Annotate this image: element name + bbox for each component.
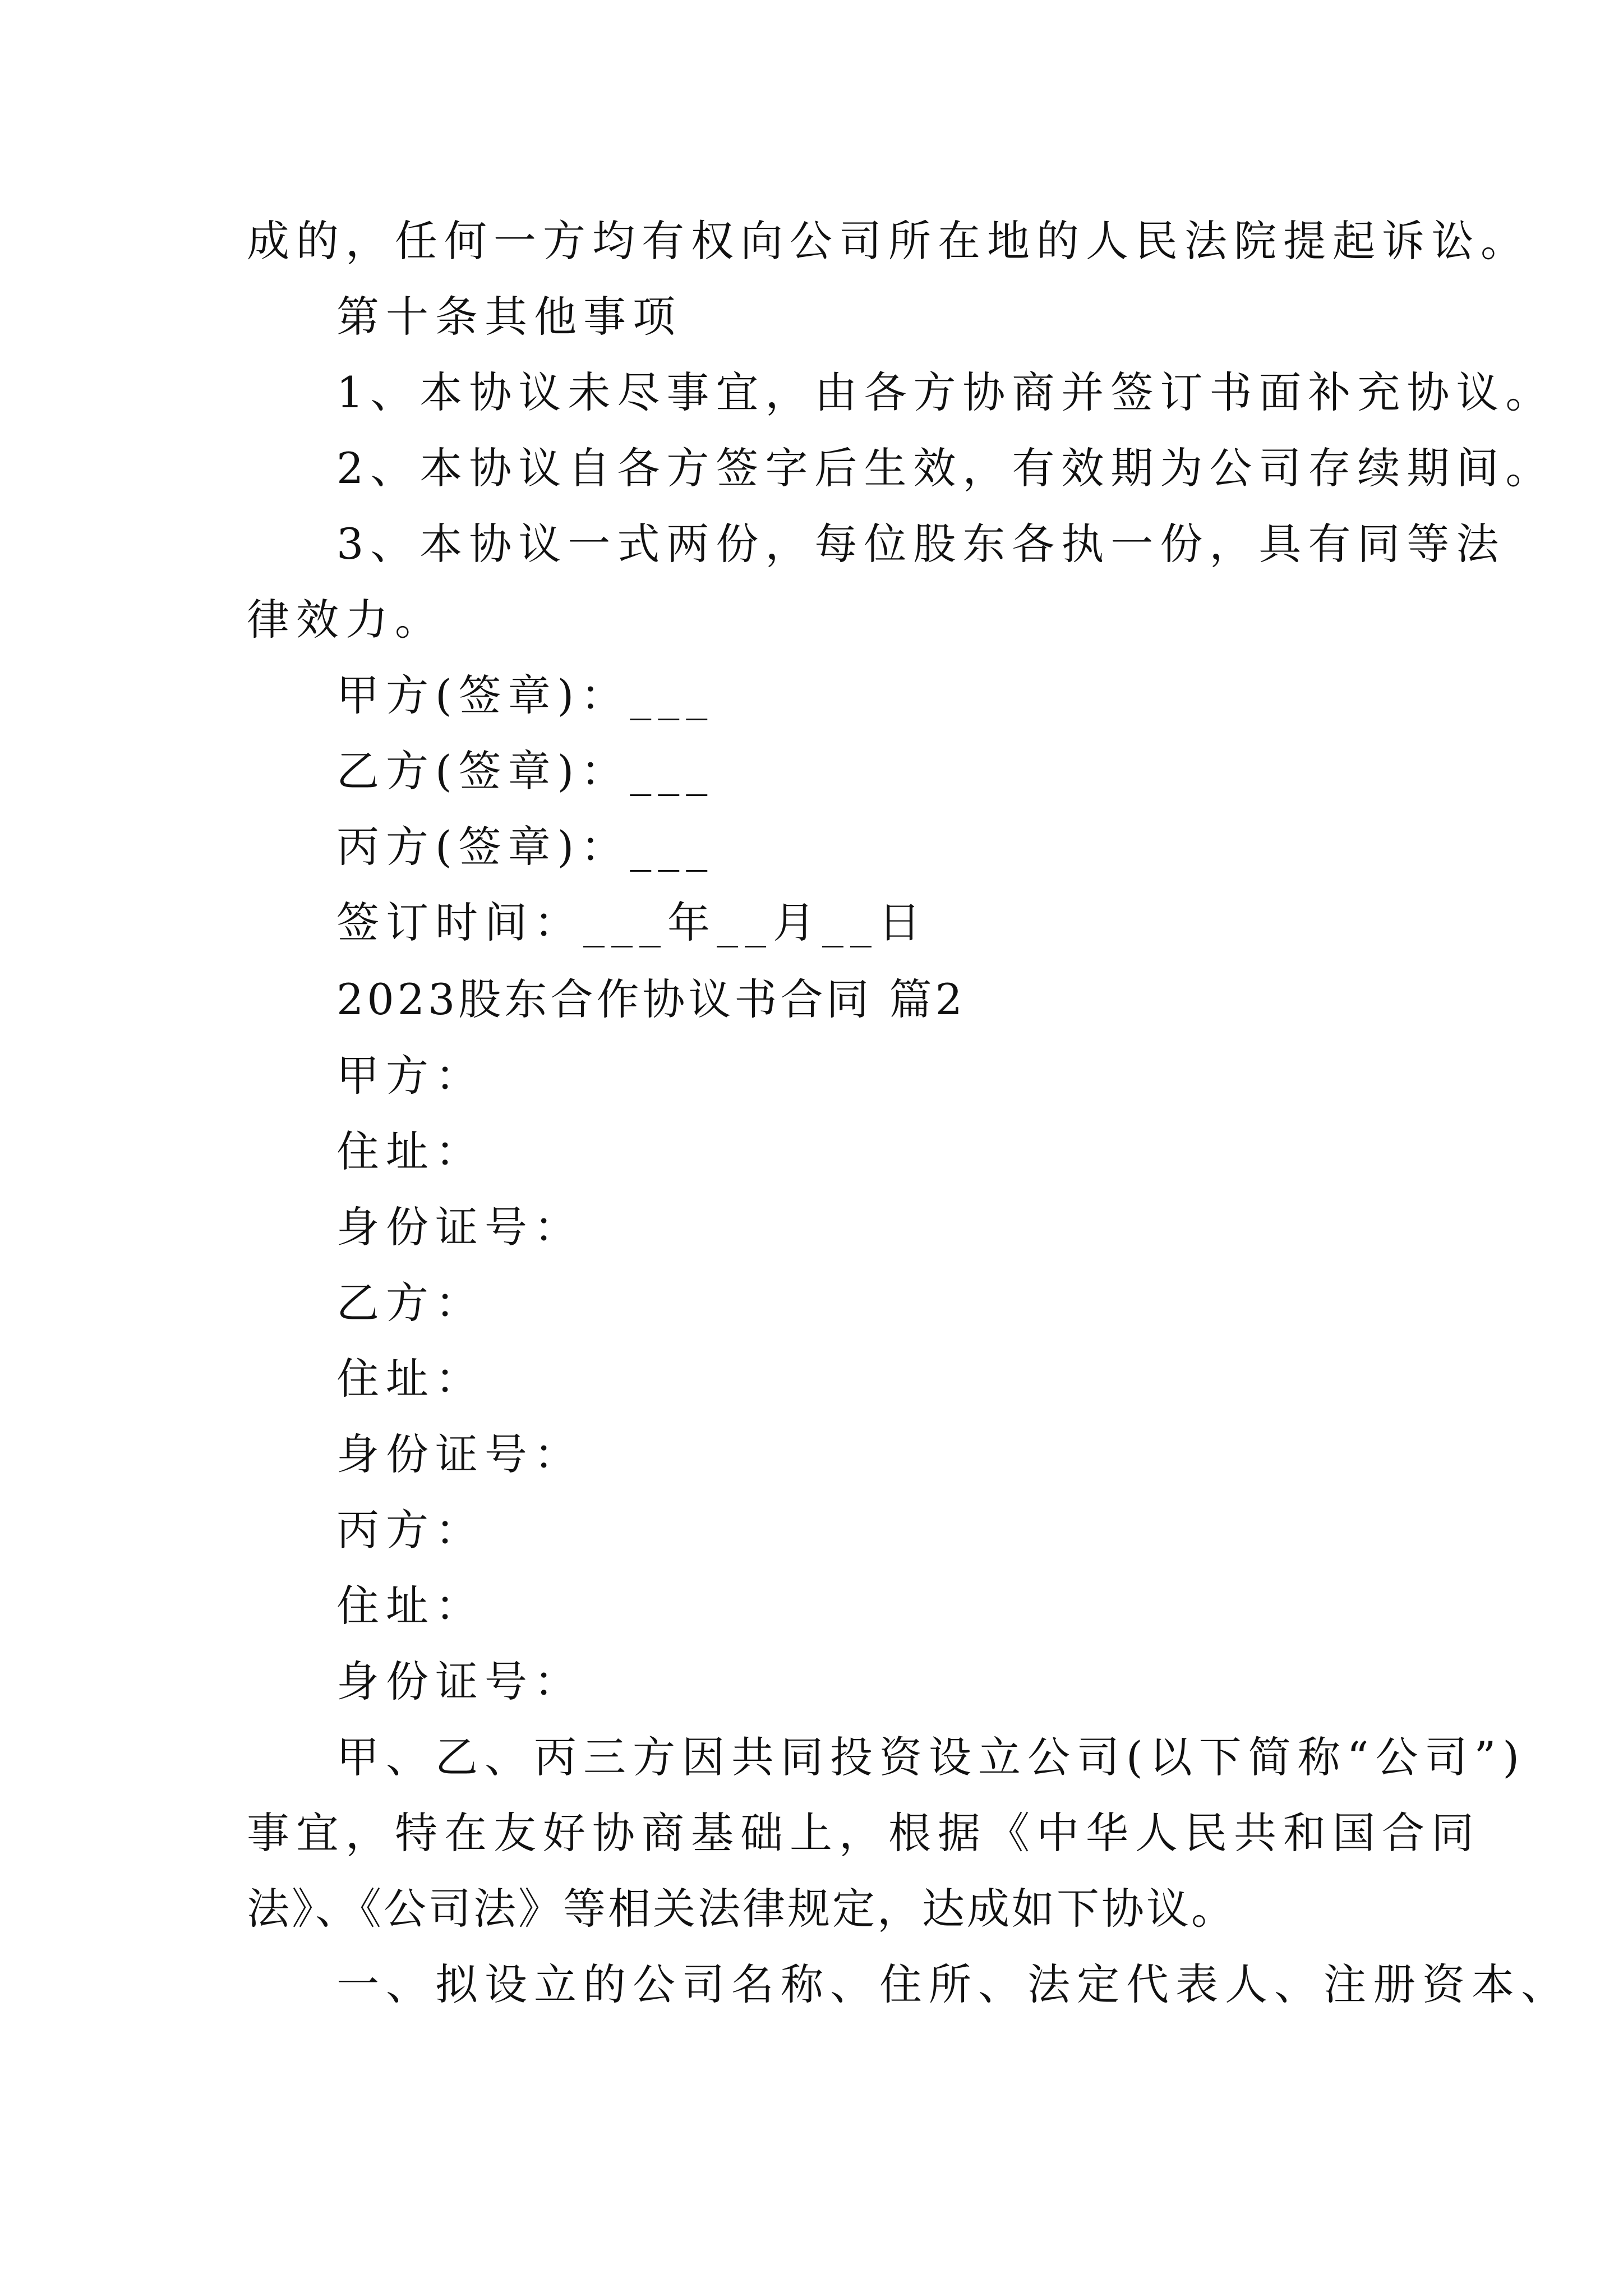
id-number-label: 身份证号： [336,1657,583,1706]
party-b-label: 乙方： [336,1278,485,1328]
signature-line-party-a: 甲方(签章)：___ [336,670,714,720]
paragraph-line: 事宜，特在友好协商基础上，根据《中华人民共和国合同 [247,1808,1481,1858]
document-title: 2023股东合作协议书合同 篇2 [336,974,966,1024]
paragraph-line: 律效力。 [247,595,444,645]
clause-item: 2、本协议自各方签字后生效，有效期为公司存续期间。 [336,443,1555,493]
party-c-label: 丙方： [336,1505,485,1555]
paragraph-line: 一、拟设立的公司名称、住所、法定代表人、注册资本、 [336,1959,1570,2009]
address-label: 住址： [336,1126,485,1176]
paragraph-line: 法》、《公司法》等相关法律规定，达成如下协议。 [247,1884,1236,1934]
signing-date-line: 签订时间：___年__月__日 [336,898,928,947]
address-label: 住址： [336,1581,485,1631]
address-label: 住址： [336,1354,485,1404]
paragraph-line: 成的，任何一方均有权向公司所在地的人民法院提起诉讼。 [247,216,1530,266]
id-number-label: 身份证号： [336,1202,583,1252]
signature-line-party-c: 丙方(签章)：___ [336,822,714,872]
section-heading: 第十条其他事项 [336,292,682,342]
clause-item: 3、本协议一式两份，每位股东各执一份，具有同等法 [336,519,1506,569]
paragraph-line: 甲、乙、丙三方因共同投资设立公司(以下简称“公司”) [336,1732,1527,1782]
id-number-label: 身份证号： [336,1429,583,1479]
signature-line-party-b: 乙方(签章)：___ [336,746,714,796]
party-a-label: 甲方： [336,1051,485,1101]
clause-item: 1、本协议未尽事宜，由各方协商并签订书面补充协议。 [336,367,1555,417]
